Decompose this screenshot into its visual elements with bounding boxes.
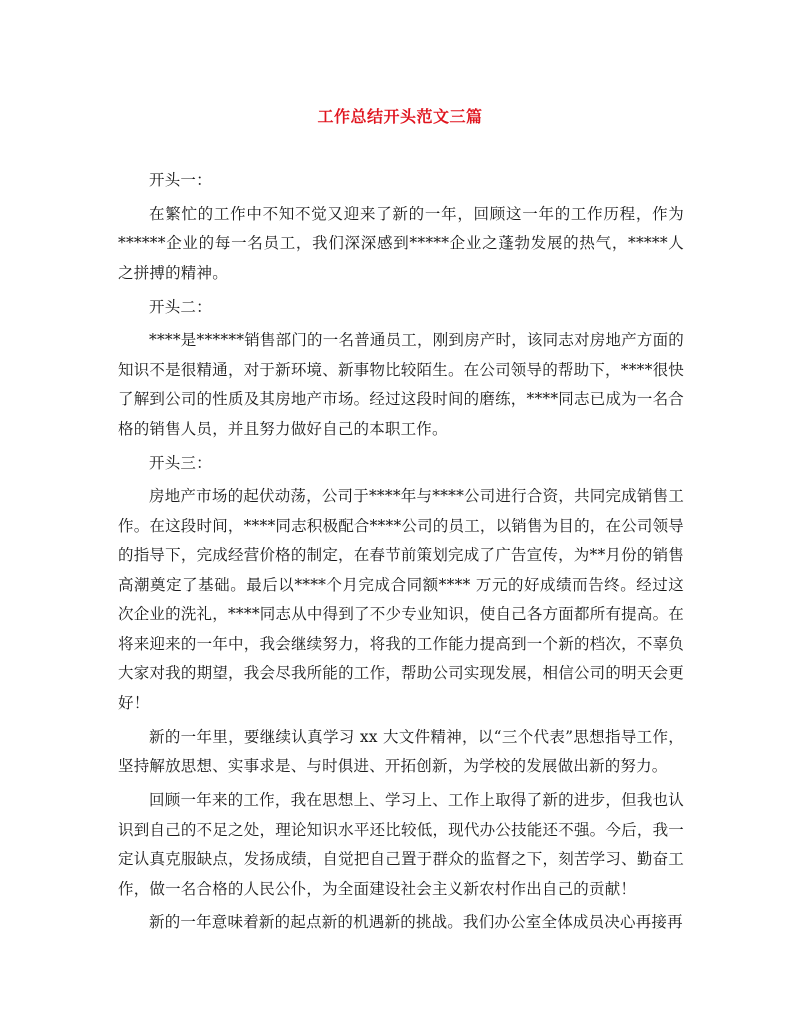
heading-opening-1: 开头一：: [149, 171, 212, 189]
paragraph-new-start: 新的一年意味着新的起点新的机遇新的挑战。我们办公室全体成员决心再接再: [149, 913, 683, 932]
document-title: 工作总结开头范文三篇: [317, 107, 483, 126]
paragraph-new-year: 新的一年里，要继续认真学习 xx 大文件精神，以“三个代表”思想指导工作，坚持解放思想、实事求是、与时俱进、开拓创新，为学校的发展做出新的努力。: [118, 727, 684, 776]
heading-opening-3: 开头三：: [149, 453, 212, 472]
document-body: [118, 166, 684, 942]
paragraph-opening-1: 在繁忙的工作中不知不觉又迎来了新的一年，回顾这一年的工作历程，作为******企业的每一名员工，我们深深感到*****企业之蓬勃发展的热气，*****人之拼搏的精神。: [118, 204, 684, 282]
paragraph-opening-3: 房地产市场的起伏动荡，公司于****年与****公司进行合资，共同完成销售工作。在这段时间，****同志积极配合****公司的员工，以销售为目的，在公司领导的指导下，完成经营价格的制定，在春节前策划完成了广告宣传，为**月份的销售高潮奠定了基础。最后以****个月完成合同额**** 万元的好成绩而告终。经过这次企业的洗礼，****同志从中得到了不少专业知识，使自己各方面都所有提高。在将来迎来的一年中，我会继续努力，将我的工作能力提高到一个新的档次，不辜负大家对我的期望，我会尽我所能的工作，帮助公司实现发展，相信公司的明天会更好！: [118, 487, 685, 712]
paragraph-opening-2: ****是******销售部门的一名普通员工，刚到房产时，该同志对房地产方面的知识不是很精通，对于新环境、新事物比较陌生。在公司领导的帮助下，****很快了解到公司的性质及其房地产市场。经过这段时间的磨练，****同志已成为一名合格的销售人员，并且努力做好自己的本职工作。: [118, 331, 684, 438]
heading-opening-2: 开头二：: [149, 297, 212, 316]
paragraph-review: 回顾一年来的工作，我在思想上、学习上、工作上取得了新的进步，但我也认识到自己的不足之处，理论知识水平还比较低，现代办公技能还不强。今后，我一定认真克服缺点，发扬成绩，自觉把自己置于群众的监督之下，刻苦学习、勤奋工作，做一名合格的人民公仆，为全面建设社会主义新农村作出自己的贡献！: [118, 791, 684, 898]
